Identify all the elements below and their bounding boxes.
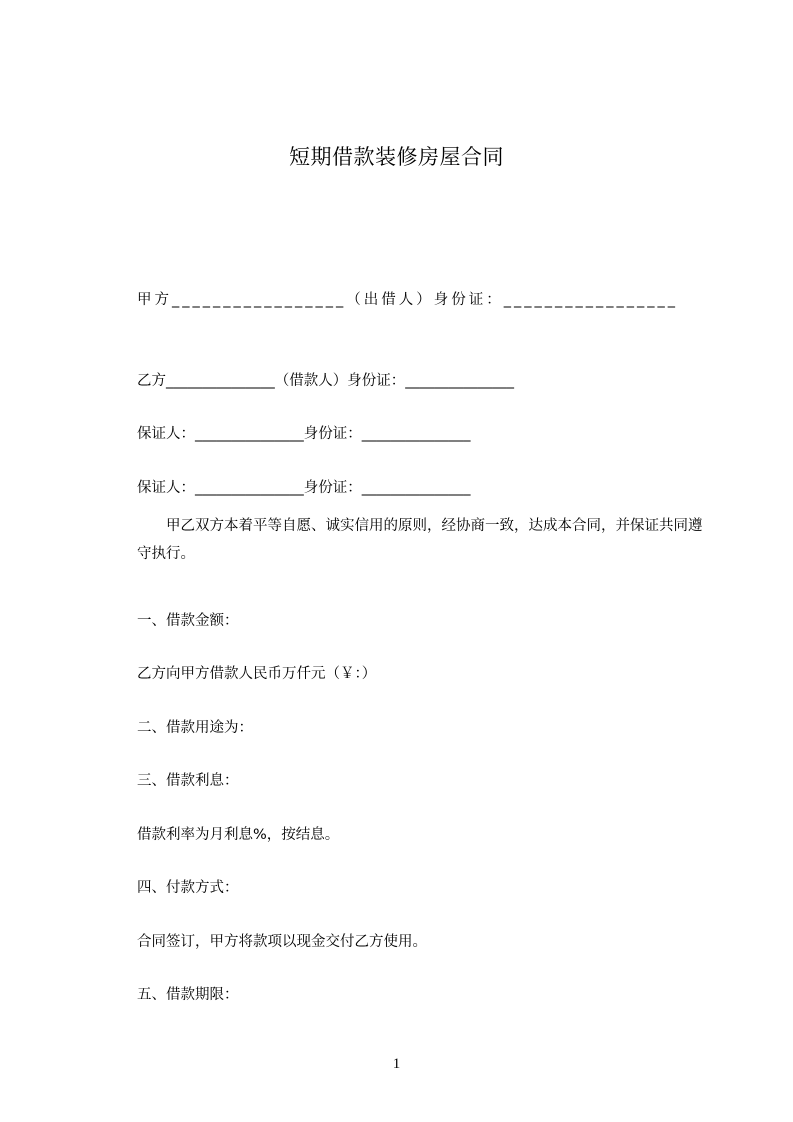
- document-title: 短期借款装修房屋合同: [289, 145, 504, 169]
- section-4-text: 合同签订，甲方将款项以现金交付乙方使用。: [137, 934, 427, 950]
- section-4-heading: 四、付款方式：: [137, 880, 239, 896]
- party-b-line: 乙方_______________（借款人）身份证：_______________: [137, 373, 514, 389]
- section-5-heading: 五、借款期限：: [137, 987, 239, 1003]
- section-3-heading: 三、借款利息：: [137, 773, 239, 789]
- party-a-line: 甲方_________________（出借人）身份证：_________________: [137, 292, 678, 308]
- section-3-text: 借款利率为月利息%，按结息。: [137, 827, 340, 843]
- section-2-heading: 二、借款用途为：: [137, 720, 253, 736]
- page-number: 1: [392, 1056, 401, 1072]
- guarantor-2-line: 保证人：_______________身份证：_______________: [137, 480, 471, 496]
- section-1-heading: 一、借款金额：: [137, 613, 239, 629]
- section-1-text: 乙方向甲方借款人民币万仟元（￥：）: [137, 666, 377, 682]
- guarantor-1-line: 保证人：_______________身份证：_______________: [137, 426, 471, 442]
- preamble-paragraph: 甲乙双方本着平等自愿、诚实信用的原则，经协商一致，达成本合同，并保证共同遵守执行。: [137, 518, 703, 562]
